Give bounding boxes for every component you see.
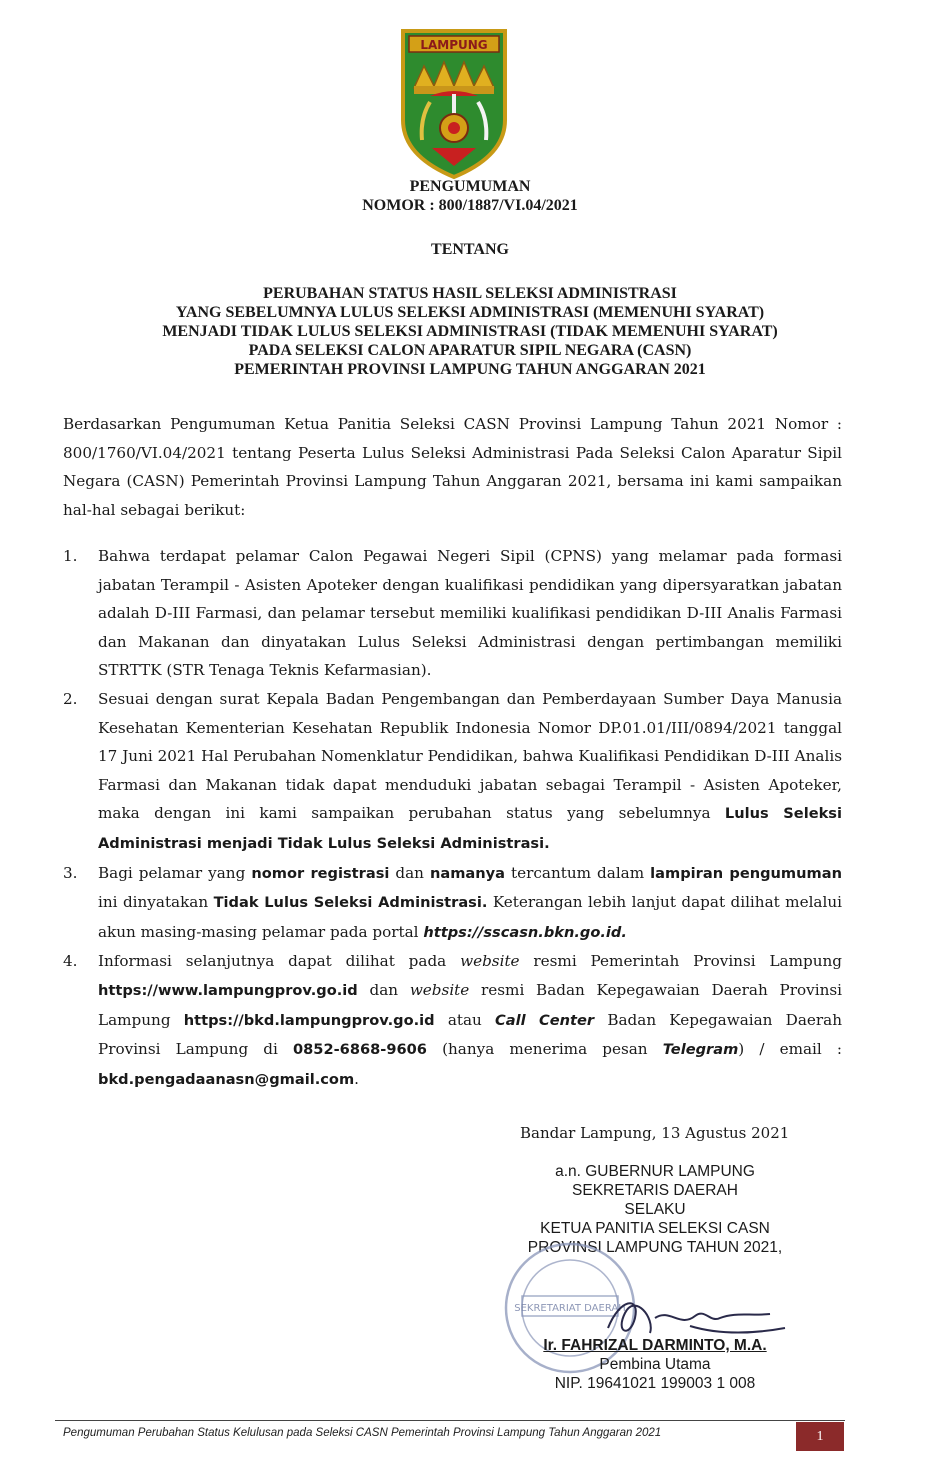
- announcement-number: NOMOR : 800/1887/VI.04/2021: [362, 197, 578, 214]
- list-item: [63, 859, 842, 948]
- sscasn-link[interactable]: https://sscasn.bkn.go.id.: [423, 923, 627, 941]
- signatory-name-block: [495, 1336, 815, 1393]
- signatory-line: SEKRETARIS DAERAH: [572, 1182, 738, 1199]
- place-date: Bandar Lampung, 13 Agustus 2021: [520, 1124, 790, 1142]
- signatory-line: KETUA PANITIA SELEKSI CASN: [540, 1220, 770, 1237]
- page-number: 1: [796, 1422, 844, 1451]
- points-list: [63, 542, 842, 1094]
- announcement-title: PENGUMUMAN: [409, 178, 531, 195]
- signatory-rank: Pembina Utama: [599, 1356, 711, 1373]
- list-number: 4.: [63, 952, 78, 971]
- email-link[interactable]: bkd.pengadaanasn@gmail.com: [98, 1070, 355, 1088]
- subject-line: YANG SEBELUMNYA LULUS SELEKSI ADMINISTRASI (MEMENUHI SYARAT): [175, 304, 765, 321]
- about-label: TENTANG: [431, 241, 509, 258]
- signatory-line: PROVINSI LAMPUNG TAHUN 2021,: [527, 1239, 783, 1256]
- list-text: Sesuai dengan surat Kepala Badan Pengembangan dan Pemberdayaan Sumber Daya Manusia Kesehatan Kementerian Kesehatan Republik Indonesia Nomor DP.01.01/III/0894/2021 tanggal 17 Juni 2021 Hal Perubahan Nomenklatur Pendidikan, bahwa Kualifikasi Pendidikan D-III Analis Farmasi dan Makanan tidak dapat menduduki jabatan sebagai Terampil - Asisten Apoteker, maka dengan ini kami sampaikan perubahan status yang sebelumnya Lulus Seleksi Administrasi menjadi Tidak Lulus Seleksi Administrasi.: [98, 689, 842, 852]
- call-center-number[interactable]: 0852-6868-9606: [293, 1041, 427, 1059]
- footer-divider: [55, 1420, 845, 1421]
- logo-banner-text: LAMPUNG: [420, 38, 488, 52]
- status-change-text: Lulus Seleksi Administrasi menjadi Tidak Lulus Seleksi Administrasi.: [98, 805, 842, 852]
- signatory-line: a.n. GUBERNUR LAMPUNG: [555, 1163, 755, 1180]
- subject-line: PEMERINTAH PROVINSI LAMPUNG TAHUN ANGGARAN 2021: [234, 361, 706, 378]
- stamp-text: SEKRETARIAT DAERAH: [514, 1303, 626, 1314]
- intro-paragraph: Berdasarkan Pengumuman Ketua Panitia Seleksi CASN Provinsi Lampung Tahun 2021 Nomor : 800/1760/VI.04/2021 tentang Peserta Lulus Seleksi Administrasi Pada Seleksi Calon Aparatur Sipil Negara (CASN) Pemerintah Provinsi Lampung Tahun Anggaran 2021, bersama ini kami sampaikan hal-hal sebagai berikut:: [63, 415, 842, 519]
- announcement-heading: [0, 177, 940, 215]
- list-item: [63, 685, 842, 859]
- list-text: Informasi selanjutnya dapat dilihat pada website resmi Pemerintah Provinsi Lampung https://www.lampungprov.go.id dan website resmi Badan Kepegawaian Daerah Provinsi Lampung https://bkd.lampungprov.go.id atau Call Center Badan Kepegawaian Daerah Provinsi Lampung di 0852-6868-9606 (hanya menerima pesan Telegram) / email : bkd.pengadaanasn@gmail.com.: [98, 952, 843, 1088]
- lampung-emblem-logo: [400, 28, 508, 180]
- signatory-name: Ir. FAHRIZAL DARMINTO, M.A.: [543, 1337, 767, 1354]
- list-number: 2.: [63, 689, 78, 708]
- subject-block: [0, 284, 940, 379]
- list-text: Bagi pelamar yang nomor registrasi dan namanya tercantum dalam lampiran pengumuman ini dinyatakan Tidak Lulus Seleksi Administrasi. Keterangan lebih lanjut dapat dilihat melalui akun masing-masing pelamar pada portal https://sscasn.bkn.go.id.: [98, 863, 842, 941]
- subject-line: MENJADI TIDAK LULUS SELEKSI ADMINISTRASI (TIDAK MEMENUHI SYARAT): [162, 323, 778, 340]
- lampungprov-link[interactable]: https://www.lampungprov.go.id: [98, 981, 358, 999]
- footer-text: Pengumuman Perubahan Status Kelulusan pada Seleksi CASN Pemerintah Provinsi Lampung Tahun Anggaran 2021: [63, 1427, 662, 1439]
- list-number: 1.: [63, 547, 78, 565]
- list-number: 3.: [63, 863, 78, 882]
- list-item: [63, 947, 842, 1094]
- signatory-line: SELAKU: [624, 1201, 686, 1218]
- list-item: [63, 542, 842, 685]
- subject-line: PERUBAHAN STATUS HASIL SELEKSI ADMINISTRASI: [263, 285, 677, 302]
- signatory-nip: NIP. 19641021 199003 1 008: [554, 1375, 756, 1392]
- bkd-link[interactable]: https://bkd.lampungprov.go.id: [183, 1011, 435, 1029]
- list-text: Bahwa terdapat pelamar Calon Pegawai Negeri Sipil (CPNS) yang melamar pada formasi jabatan Terampil - Asisten Apoteker dengan kualifikasi pendidikan yang dipersyaratkan jabatan adalah D-III Farmasi, dan pelamar tersebut memiliki kualifikasi pendidikan D-III Analis Farmasi dan Makanan dan dinyatakan Lulus Seleksi Administrasi dengan pertimbangan memiliki STRTTK (STR Tenaga Teknis Kefarmasian).: [98, 547, 842, 680]
- subject-line: PADA SELEKSI CALON APARATUR SIPIL NEGARA (CASN): [248, 342, 692, 359]
